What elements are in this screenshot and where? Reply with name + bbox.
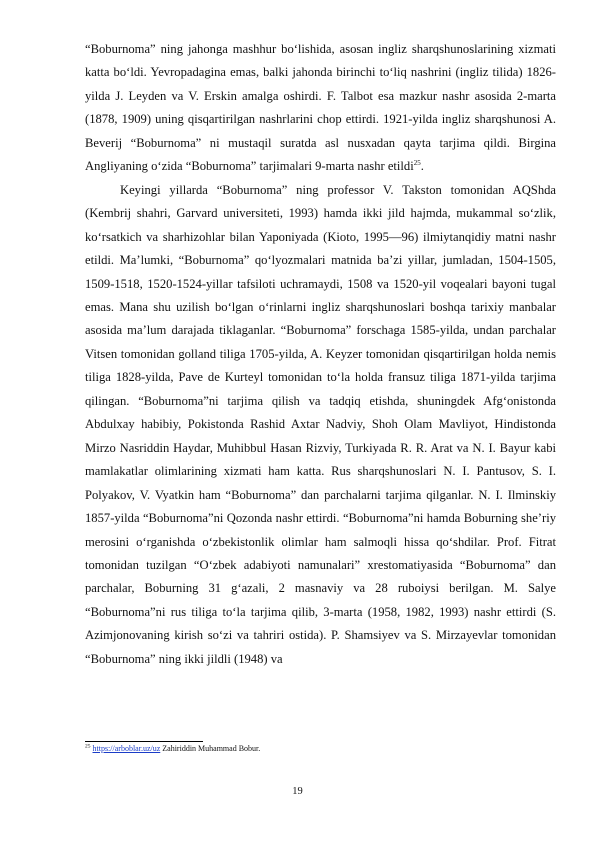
footnote-reference[interactable]: 25 [413, 159, 421, 168]
paragraph-2: Keyingi yillarda “Boburnoma” ning professor V. Takston tomonidan AQShda (Kembrij shahri, Garvard universiteti, 1993) hamda ikki jild hajmda, mukammal so‘zlik, ko‘rsatkich va sharhizohlar bilan Yaponiyada (Kioto, 1995—96) ilmiytanqidiy matni nashr etildi. Ma’lumki, “Boburnoma” qo‘lyozmalari matnida ba’zi yillar, jumladan, 1504-1505, 1509-1518, 1520-1524-yillar tafsiloti uchramaydi, 1508 va 1520-yil voqealari bayoni tugal emas. Mana shu uzilish bo‘lgan o‘rinlarni ingliz sharqshunoslari boshqa tarixiy manbalar asosida ma’lum darajada tiklaganlar. “Boburnoma” forschaga 1585-yilda, undan parchalar Vitsen tomonidan golland tiliga 1705-yilda, A. Keyzer tomonidan qisqartirilgan holda nemis tiliga 1828-yilda, Pave de Kurteyl tomonidan to‘la holda fransuz tiliga 1871-yilda tarjima qilingan. “Boburnoma”ni tarjima qilish va tadqiq etishda, shuningdek Afg‘onistonda Abdulxay habibiy, Pokistonda Rashid Axtar Nadviy, Shoh Olam Mavliyot, Hindistonda Mirzo Nasriddin Haydar, Muhibbul Hasan Rizviy, Turkiyada R. R. Arat va N. I. Bayur kabi mamlakatlar olimlarining xizmati ham katta. Rus sharqshunoslari N. I. Pantusov, S. I. Polyakov, V. Vyatkin ham “Boburnoma” dan parchalarni tarjima qilganlar. N. I. Ilminskiy 1857-yilda “Boburnoma”ni Qozonda nashr ettirdi. “Boburnoma”ni hamda Boburning she’riy merosini o‘rganishda o‘zbekistonlik olimlar ham salmoqli hissa qo‘shdilar. Prof. Fitrat tomonidan tuzilgan “O‘zbek adabiyoti namunalari” xrestomatiyasida “Boburnoma” dan parchalar, Boburning 31 g‘azali, 2 masnaviy va 28 ruboiysi berilgan. M. Salye “Boburnoma”ni rus tiliga to‘la tarjima qilib, 3-marta (1958, 1982, 1993) nashr ettirdi (S. Azimjonovaning kirish so‘zi va tahriri ostida). P. Shamsiyev va S. Mirzayevlar tomonidan “Boburnoma” ning ikki jildli (1948) va [85, 182, 556, 666]
page-body [85, 38, 556, 671]
footnote-divider [85, 741, 203, 742]
paragraph-1-text: “Boburnoma” ning jahonga mashhur bo‘lishida, asosan ingliz sharqshunoslarining xizmati katta bo‘ldi. Yevropadagina emas, balki jahonda birinchi to‘liq nashrini (ingliz tilida) 1826-yilda J. Leyden va V. Erskin amalga oshirdi. F. Talbot esa mazkur nashr asosida 2-marta (1878, 1909) uning qisqartirilgan nashrlarini chop ettirdi. 1921-yilda ingliz sharqshunosi A. Beverij “Boburnoma” ni mustaqil suratda asl nusxadan qayta tarjima qildi. Birgina Angliyaning o‘zida “Boburnoma” tarjimalari 9-marta nashr etildi [85, 42, 556, 174]
footnote-text: Zahiriddin Muhammad Bobur. [160, 744, 261, 753]
footnote-link[interactable]: https://arboblar.uz/uz [92, 744, 161, 753]
footnote-number: 25 [85, 743, 91, 750]
paragraph-1 [85, 38, 556, 179]
paragraph-1-end: . [420, 159, 424, 174]
footnote [85, 744, 556, 754]
page-number: 19 [292, 786, 303, 797]
